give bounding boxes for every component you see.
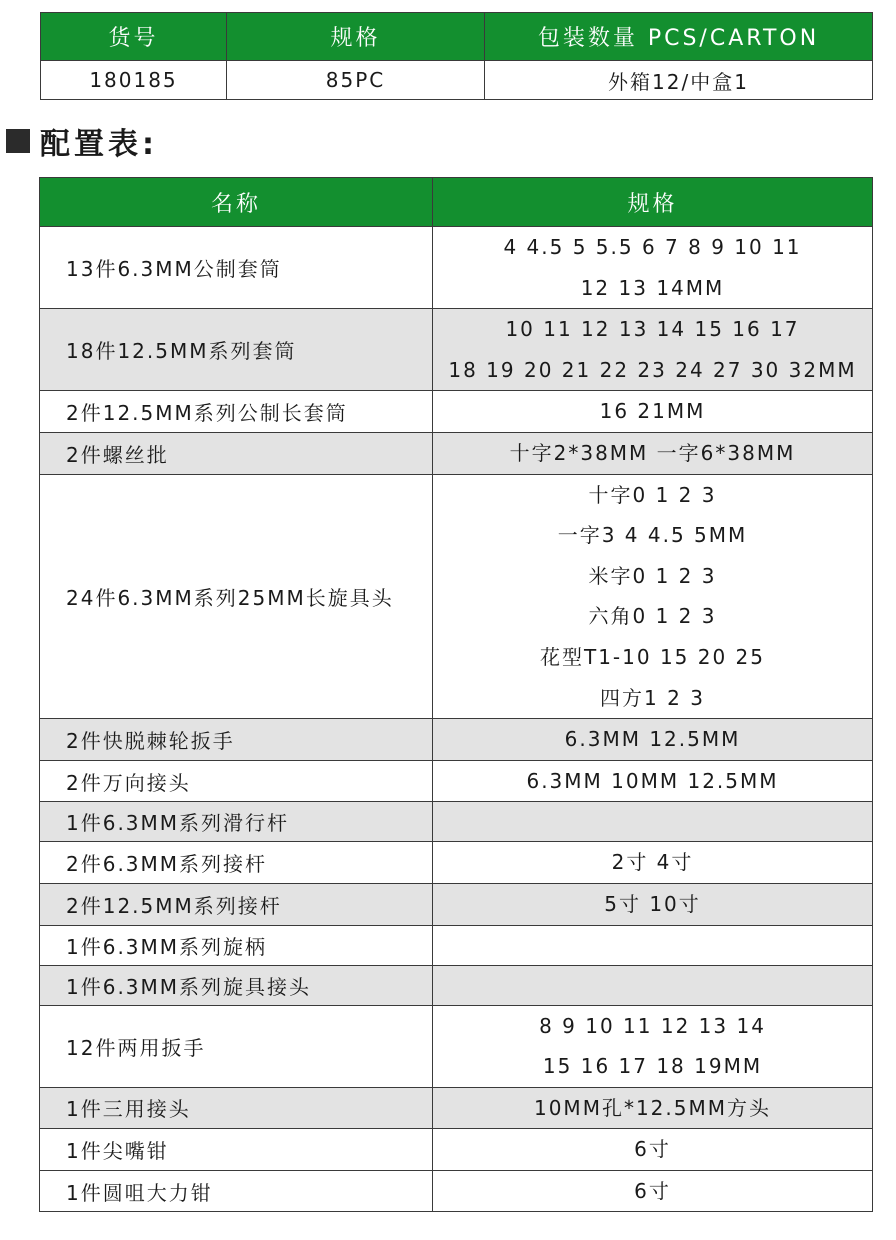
spec-line: 18 19 20 21 22 23 24 27 30 32MM: [448, 357, 857, 382]
spec-line: 10 11 12 13 14 15 16 17: [505, 317, 800, 342]
table-row: [40, 925, 873, 965]
item-spec: [433, 391, 873, 433]
summary-header-row: [41, 13, 873, 61]
item-spec: [433, 719, 873, 761]
spec-line: 花型T1-10 15 20 25: [539, 644, 766, 669]
item-spec: [433, 802, 873, 842]
item-spec: [433, 1170, 873, 1212]
spec-line: 6寸: [634, 1178, 671, 1203]
header-packing: 包装数量 PCS/CARTON: [485, 13, 873, 61]
item-spec: [433, 760, 873, 802]
item-name: 2件万向接头: [40, 760, 433, 802]
item-spec: [433, 925, 873, 965]
config-body: [40, 227, 873, 1212]
item-spec: [433, 1087, 873, 1129]
spec-line: 十字0 1 2 3: [588, 482, 717, 507]
item-spec: [433, 227, 873, 309]
table-row: [40, 474, 873, 719]
header-spec: 规格: [227, 13, 485, 61]
item-name: 2件快脱棘轮扳手: [40, 719, 433, 761]
spec-line: 10MM孔*12.5MM方头: [533, 1095, 771, 1120]
section-title: [6, 118, 158, 164]
spec-line: 四方1 2 3: [600, 685, 705, 710]
item-name: 1件6.3MM系列旋具接头: [40, 965, 433, 1005]
item-name: 1件6.3MM系列旋柄: [40, 925, 433, 965]
spec-line: 16 21MM: [599, 399, 706, 424]
item-name: 12件两用扳手: [40, 1005, 433, 1087]
item-spec: [433, 883, 873, 925]
header-item-no: 货号: [41, 13, 227, 61]
spec-line: 十字2*38MM 一字6*38MM: [509, 440, 796, 465]
item-name: 1件6.3MM系列滑行杆: [40, 802, 433, 842]
item-name: 1件圆咀大力钳: [40, 1170, 433, 1212]
table-row: [40, 965, 873, 1005]
item-name: 2件螺丝批: [40, 432, 433, 474]
item-spec: [433, 432, 873, 474]
item-name: 2件12.5MM系列公制长套筒: [40, 391, 433, 433]
item-name: 2件6.3MM系列接杆: [40, 842, 433, 884]
item-name: 1件三用接头: [40, 1087, 433, 1129]
spec-line: 6.3MM 12.5MM: [564, 727, 741, 752]
table-row: [40, 1087, 873, 1129]
item-spec: [433, 1129, 873, 1171]
spec-line: 15 16 17 18 19MM: [542, 1054, 763, 1079]
packing-value: 外箱12/中盒1: [485, 61, 873, 100]
item-spec: [433, 965, 873, 1005]
item-name: 13件6.3MM公制套筒: [40, 227, 433, 309]
spec-line: 2寸 4寸: [611, 850, 694, 875]
item-spec: [433, 309, 873, 391]
spec-line: 12 13 14MM: [580, 275, 725, 300]
summary-table: [40, 12, 873, 100]
table-row: [40, 802, 873, 842]
table-row: [40, 719, 873, 761]
spec-line: 8 9 10 11 12 13 14: [539, 1013, 766, 1038]
spec-line: 4 4.5 5 5.5 6 7 8 9 10 11: [503, 235, 802, 259]
item-no-value: 180185: [41, 61, 227, 100]
item-name: 2件12.5MM系列接杆: [40, 883, 433, 925]
square-bullet-icon: [6, 129, 30, 153]
header-name: 名称: [40, 178, 433, 227]
config-header-row: [40, 178, 873, 227]
item-name: 1件尖嘴钳: [40, 1129, 433, 1171]
item-spec: [433, 1005, 873, 1087]
table-row: [40, 227, 873, 309]
spec-value: 85PC: [227, 61, 485, 100]
summary-data-row: [41, 61, 873, 100]
spec-line: 六角0 1 2 3: [588, 604, 717, 629]
item-spec: [433, 474, 873, 719]
spec-line: 一字3 4 4.5 5MM: [557, 523, 748, 548]
table-row: [40, 1129, 873, 1171]
table-row: [40, 432, 873, 474]
item-name: 18件12.5MM系列套筒: [40, 309, 433, 391]
header-config-spec: 规格: [433, 178, 873, 227]
spec-line: 5寸 10寸: [604, 891, 701, 916]
spec-line: 6.3MM 10MM 12.5MM: [526, 768, 779, 793]
item-spec: [433, 842, 873, 884]
table-row: [40, 309, 873, 391]
table-row: [40, 1170, 873, 1212]
table-row: [40, 760, 873, 802]
spec-line: 6寸: [634, 1137, 671, 1162]
section-title-text: 配置表:: [40, 127, 158, 162]
table-row: [40, 883, 873, 925]
item-name: 24件6.3MM系列25MM长旋具头: [40, 474, 433, 719]
table-row: [40, 391, 873, 433]
table-row: [40, 842, 873, 884]
table-row: [40, 1005, 873, 1087]
config-table: [39, 177, 873, 1212]
spec-line: 米字0 1 2 3: [588, 563, 717, 588]
